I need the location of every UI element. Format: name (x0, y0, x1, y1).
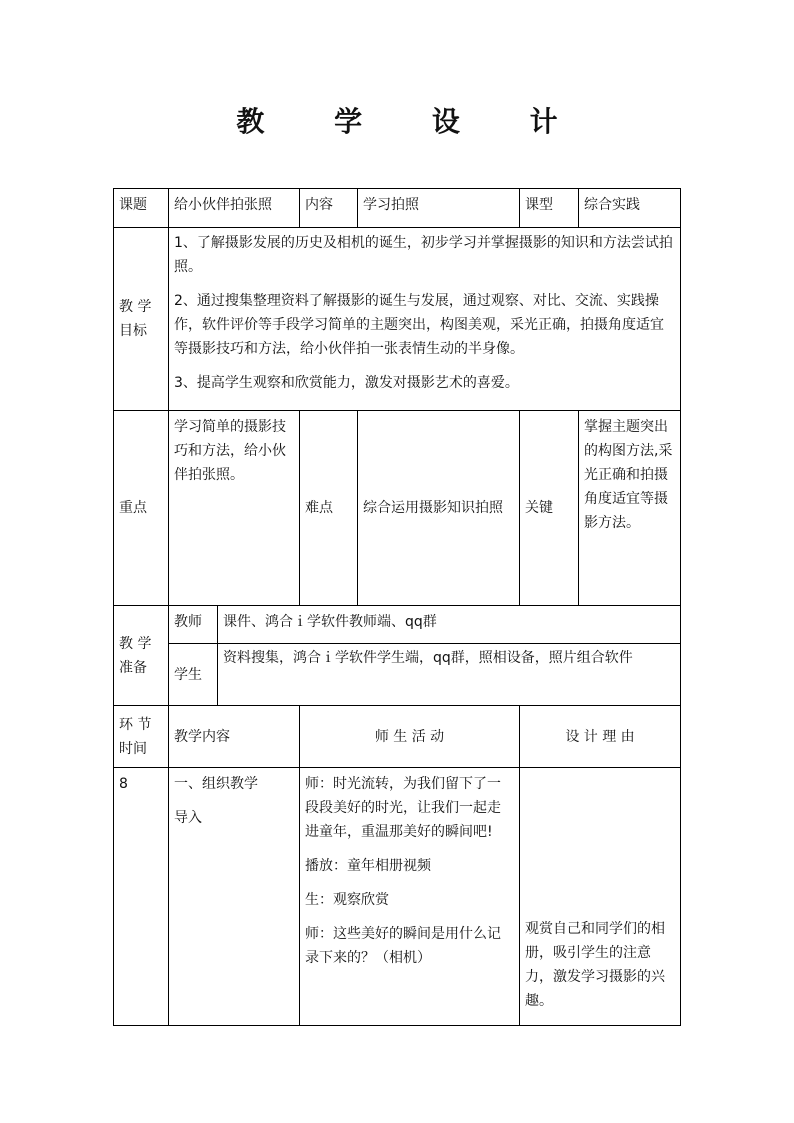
activity-header: 师 生 活 动 (374, 728, 445, 745)
activity-header-cell (300, 706, 519, 767)
focus-label-cell (114, 411, 168, 605)
topic-label: 课题 (119, 197, 147, 213)
section-time: 8 (119, 776, 128, 792)
content-header: 教学内容 (174, 728, 230, 745)
type-label: 课型 (525, 197, 553, 213)
page-title: 教 学 设 计 (236, 105, 588, 138)
difficult-label: 难点 (305, 500, 333, 516)
activity-item: 播放：童年相册视频 (305, 858, 431, 874)
focus-value: 学习简单的摄影技巧和方法，给小伙伴拍张照。 (174, 419, 286, 483)
reason-header: 设 计 理 由 (565, 728, 635, 745)
goals-list (169, 228, 680, 410)
goal-item: 1、了解摄影发展的历史及相机的诞生，初步学习并掌握摄影的知识和方法尝试拍照。 (174, 235, 673, 275)
goal-item: 2、通过搜集整理资料了解摄影的诞生与发展，通过观察、对比、交流、实践操作，软件评价等手段学习简单的主题突出，构图美观，采光正确，拍摄角度适宜等摄影技巧和方法，给小伙伴拍一张表情生动的半身像。 (174, 293, 664, 357)
student-label: 学生 (174, 666, 202, 683)
content-header-cell (169, 706, 299, 767)
teacher-value: 课件、鸿合ｉ学软件教师端、qq群 (223, 614, 437, 630)
table-line (113, 1025, 681, 1026)
goals-label: 教 学 目标 (119, 299, 152, 339)
topic-value: 给小伙伴拍张照 (174, 197, 272, 213)
difficult-label-cell (300, 411, 357, 605)
goals-label-cell (114, 228, 168, 410)
activity-item: 生：观察欣赏 (305, 892, 389, 908)
prep-label: 教 学 准备 (119, 635, 152, 676)
key-value: 掌握主题突出的构图方法,采光正确和拍摄角度适宜等摄影方法。 (584, 419, 673, 531)
section-activities (300, 768, 519, 1025)
content-label: 内容 (305, 197, 333, 213)
content-value: 学习拍照 (363, 197, 419, 213)
key-label: 关键 (525, 500, 553, 516)
student-value: 资料搜集，鸿合ｉ学软件学生端，qq群，照相设备，照片组合软件 (223, 650, 633, 666)
prep-label-cell (114, 606, 168, 705)
goal-item: 3、提高学生观察和欣赏能力，激发对摄影艺术的喜爱。 (174, 375, 519, 391)
student-label-cell (169, 644, 217, 705)
section-content (169, 768, 299, 1025)
reason-header-cell (520, 706, 680, 767)
activity-item: 师：这些美好的瞬间是用什么记录下来的？（相机） (305, 926, 501, 966)
section-content-line: 一、组织教学 (174, 776, 258, 792)
time-header-cell (114, 706, 168, 767)
type-value: 综合实践 (584, 197, 640, 213)
focus-label: 重点 (119, 500, 147, 516)
difficult-value: 综合运用摄影知识拍照 (363, 500, 503, 516)
section-reason: 观赏自己和同学们的相册，吸引学生的注意力，激发学习摄影的兴趣。 (525, 921, 665, 1009)
time-header: 环 节 时间 (119, 716, 152, 757)
activity-item: 师：时光流转，为我们留下了一段段美好的时光，让我们一起走进童年，重温那美好的瞬间吧! (305, 776, 501, 840)
teacher-label: 教师 (174, 614, 202, 630)
key-label-cell (520, 411, 578, 605)
difficult-value-cell (358, 411, 519, 605)
section-content-line: 导入 (174, 810, 202, 826)
section-reason-cell (520, 768, 680, 1025)
table-line (680, 188, 681, 1026)
